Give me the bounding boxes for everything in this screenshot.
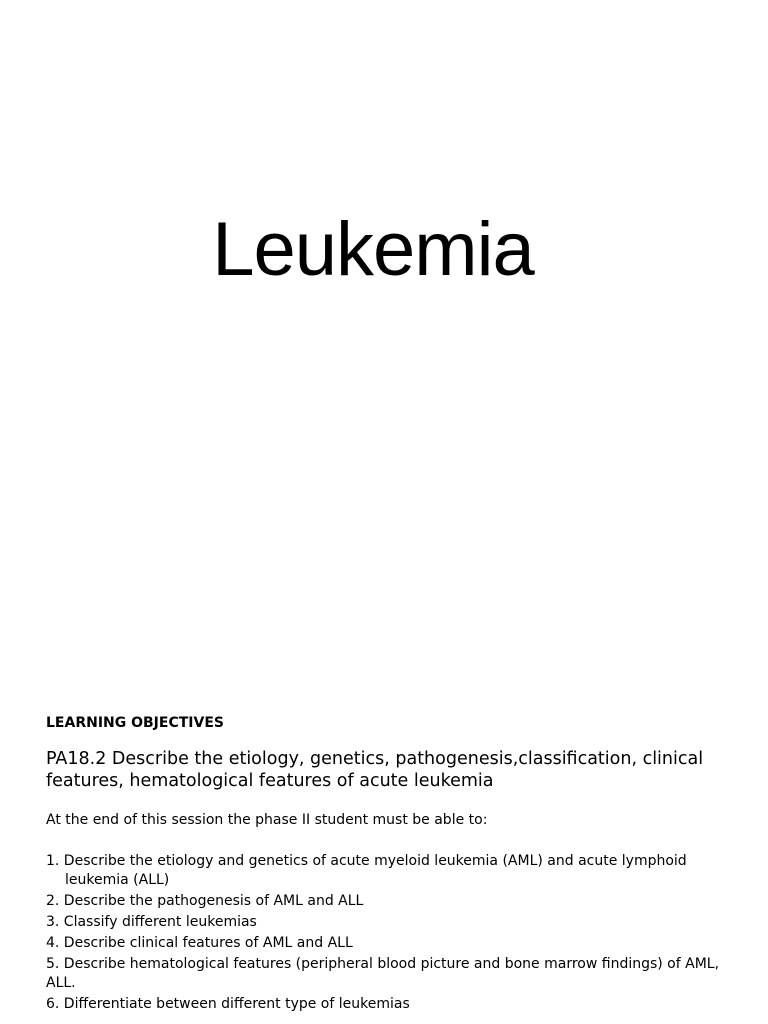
objectives-list — [46, 852, 736, 1014]
document-title: Leukemia — [212, 207, 534, 292]
list-item: 1. Describe the etiology and genetics of acute myeloid leukemia (AML) and acute lymphoid leukemia (ALL) — [46, 853, 687, 888]
list-item: 5. Describe hematological features (peripheral blood picture and bone marrow findings) of AML, ALL. — [46, 956, 720, 991]
intro-text: At the end of this session the phase II student must be able to: — [46, 812, 488, 828]
list-item: 6. Differentiate between different type of leukemias — [46, 996, 410, 1012]
competency-statement: PA18.2 Describe the etiology, genetics, pathogenesis,classification, clinical features, hematological features of acute leukemia — [46, 749, 704, 791]
list-item: 2. Describe the pathogenesis of AML and ALL — [46, 893, 364, 909]
list-item: 3. Classify different leukemias — [46, 914, 257, 930]
learning-objectives-section — [46, 713, 736, 1016]
list-item: 4. Describe clinical features of AML and ALL — [46, 935, 353, 951]
section-heading: LEARNING OBJECTIVES — [46, 715, 224, 731]
